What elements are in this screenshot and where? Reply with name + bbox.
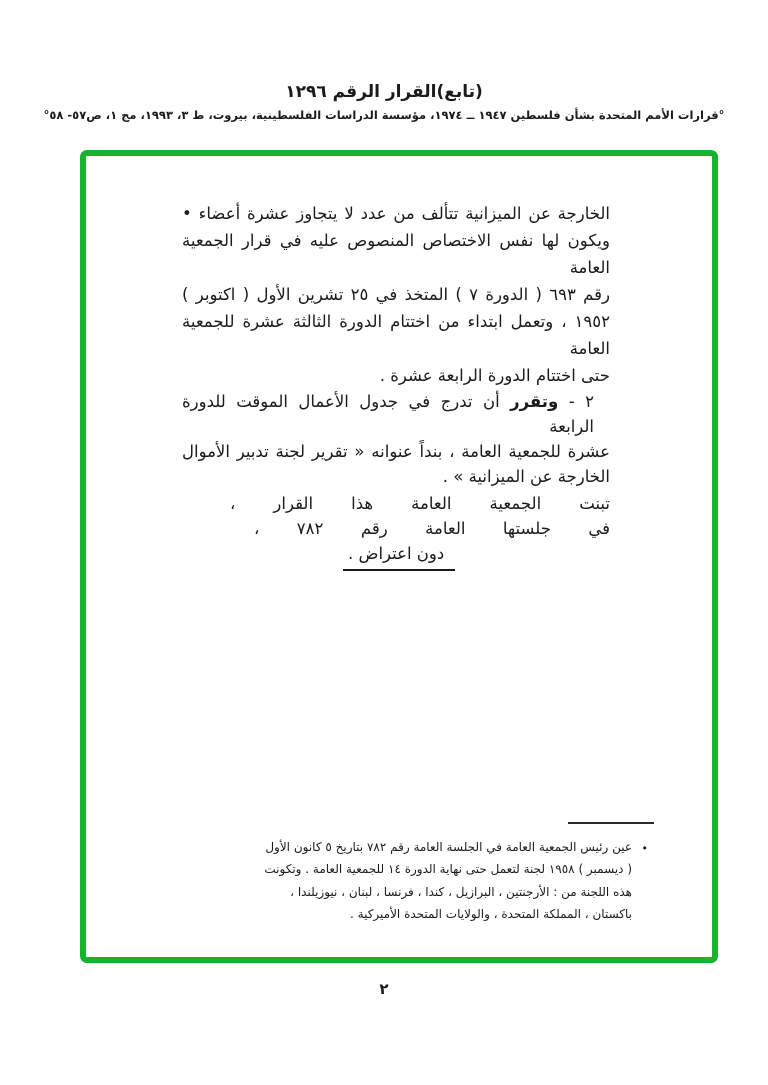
body-line: الخارجة عن الميزانية » . <box>442 467 610 486</box>
footnote-line: ( ديسمبر ) ١٩٥٨ لجنة لتعمل حتى نهاية الدورة ١٤ للجمعية العامة . وتكونت <box>264 862 632 876</box>
end-divider-rule <box>343 569 455 571</box>
footnote-bullet-icon: • <box>641 841 648 855</box>
paragraph-2 <box>182 389 610 489</box>
closing-line: في جلستها العامة رقم ٧٨٢ ، <box>254 519 610 538</box>
footnote-separator-rule <box>568 822 654 824</box>
body-line: ويكون لها نفس الاختصاص المنصوص عليه في قرار الجمعية العامة <box>182 231 610 277</box>
item-number: ٢ - <box>558 392 594 411</box>
document-green-frame <box>80 150 718 963</box>
source-citation: °قرارات الأمم المتحدة بشأن فلسطين ١٩٤٧ ــ ١٩٧٤، مؤسسة الدراسات الفلسطينية، بيروت، ط ٣، ١٩٩٣، مج ١، ص٥٧- ٥٨° <box>43 108 725 122</box>
body-line-text: أن تدرج في جدول الأعمال الموقت للدورة الرابعة <box>182 392 594 436</box>
footnote-block <box>124 822 648 926</box>
paragraph-continuation <box>182 200 610 389</box>
resolution-body-text <box>182 200 610 571</box>
adoption-statement <box>182 491 610 571</box>
body-line: ١٩٥٢ ، وتعمل ابتداء من اختتام الدورة الثالثة عشرة للجمعية العامة <box>182 312 610 358</box>
footnote-line: باكستان ، المملكة المتحدة ، والولايات المتحدة الأميركية . <box>350 907 632 921</box>
footnote-row <box>124 836 648 926</box>
body-line: حتى اختتام الدورة الرابعة عشرة . <box>379 366 610 385</box>
decree-verb: وتقرر <box>510 392 559 411</box>
footnote-line: هذه اللجنة من : الأرجنتين ، البرازيل ، كندا ، فرنسا ، لبنان ، نيوزيلندا ، <box>290 884 632 899</box>
page-title: (تابع)القرار الرقم ١٢٩٦ <box>285 82 483 102</box>
body-line <box>182 389 610 439</box>
body-line: رقم ٦٩٣ ( الدورة ٧ ) المتخذ في ٢٥ تشرين الأول ( اكتوبر ) <box>182 285 610 304</box>
closing-line: تبنت الجمعية العامة هذا القرار ، <box>230 494 610 513</box>
footnote-line: عين رئيس الجمعية العامة في الجلسة العامة رقم ٧٨٢ بتاريخ ٥ كانون الأول <box>265 839 632 854</box>
body-line: عشرة للجمعية العامة ، بنداً عنوانه « تقرير لجنة تدبير الأموال <box>182 442 610 461</box>
closing-line: دون اعتراض . <box>348 544 445 563</box>
footnote-text <box>124 836 632 926</box>
page-number: ٢ <box>379 980 389 998</box>
body-line: الخارجة عن الميزانية تتألف من عدد لا يتجاوز عشرة أعضاء • <box>182 204 610 223</box>
